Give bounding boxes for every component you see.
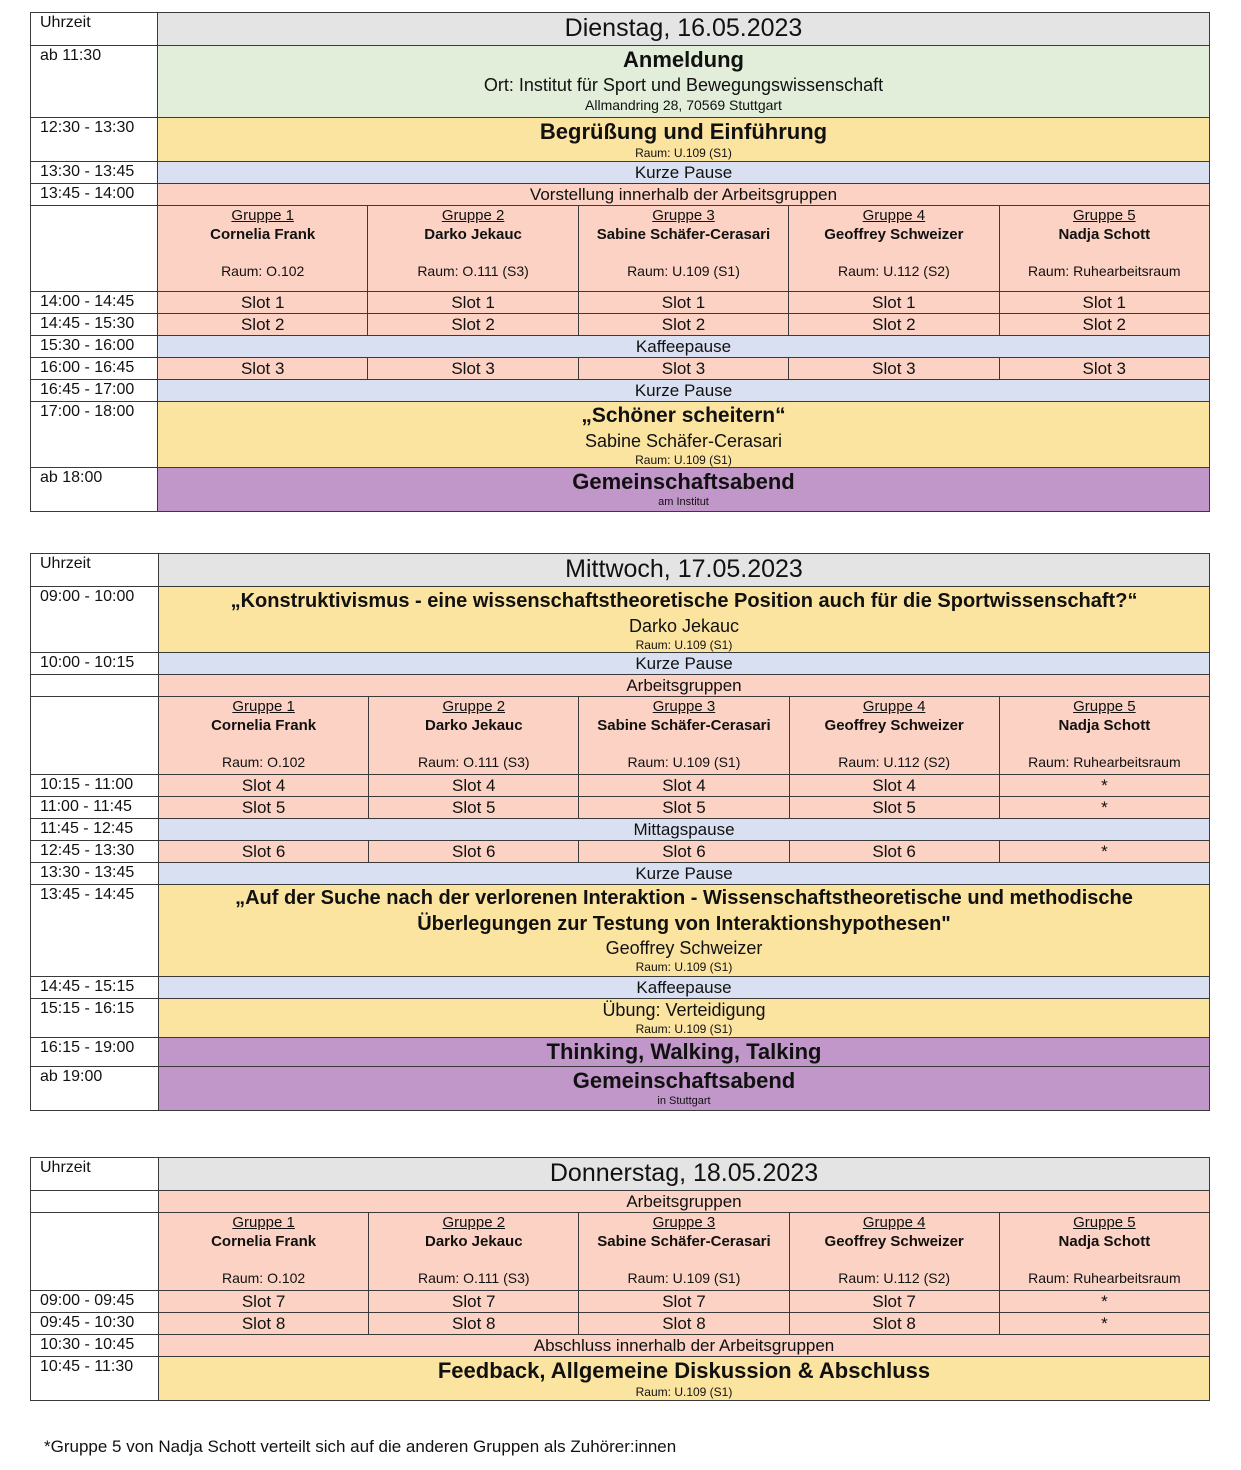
slot-cell: Slot 8 <box>789 1313 999 1335</box>
slot-cell: * <box>999 1313 1209 1335</box>
time-cell: 09:00 - 10:00 <box>31 587 159 653</box>
time-cell: 13:30 - 13:45 <box>31 162 158 184</box>
schedule-day1 <box>30 12 1210 512</box>
slot-cell: Slot 3 <box>368 358 578 380</box>
talk-title: „Konstruktivismus - eine wissenschaftstheoretische Position auch für die Sportwissenschaft?“ <box>230 590 1138 612</box>
slot-cell: * <box>999 1291 1209 1313</box>
group-header-3: Gruppe 3 Sabine Schäfer-Cerasari Raum: U.109 (S1) <box>579 697 789 775</box>
time-cell: ab 11:30 <box>31 46 158 118</box>
lunch-label: Mittagspause <box>159 819 1210 841</box>
slot-cell: Slot 4 <box>369 775 579 797</box>
slot-row <box>31 1291 1210 1313</box>
evening-title: Gemeinschaftsabend <box>572 469 795 494</box>
group-header-1: Gruppe 1 Cornelia Frank Raum: O.102 <box>159 1213 369 1291</box>
footnote: *Gruppe 5 von Nadja Schott verteilt sich auf die anderen Gruppen als Zuhörer:innen <box>44 1437 677 1456</box>
time-cell: 15:30 - 16:00 <box>31 336 158 358</box>
slot-cell: Slot 7 <box>789 1291 999 1313</box>
slot-row <box>31 797 1210 819</box>
talk-speaker: Geoffrey Schweizer <box>605 938 763 958</box>
closing-groups-label: Abschluss innerhalb der Arbeitsgruppen <box>159 1335 1210 1357</box>
slot-cell: Slot 3 <box>789 358 999 380</box>
time-cell: 10:00 - 10:15 <box>31 653 159 675</box>
evening-place: in Stuttgart <box>657 1095 711 1107</box>
group-header-3: Gruppe 3 Sabine Schäfer-Cerasari Raum: U.109 (S1) <box>579 1213 789 1291</box>
group-header-2: Gruppe 2 Darko Jekauc Raum: O.111 (S3) <box>368 206 578 292</box>
slot-cell: Slot 8 <box>579 1313 789 1335</box>
time-cell: 16:45 - 17:00 <box>31 380 158 402</box>
slot-cell: * <box>999 797 1209 819</box>
slot-cell: Slot 4 <box>789 775 999 797</box>
slot-cell: Slot 4 <box>579 775 789 797</box>
talk-speaker: Darko Jekauc <box>628 616 740 636</box>
time-cell: 13:30 - 13:45 <box>31 863 159 885</box>
slot-cell: Slot 1 <box>368 292 578 314</box>
slot-cell: * <box>999 775 1209 797</box>
time-cell: 12:45 - 13:30 <box>31 841 159 863</box>
time-cell-empty <box>31 675 159 697</box>
group-header-4: Gruppe 4 Geoffrey Schweizer Raum: U.112 (S2) <box>789 697 999 775</box>
time-header: Uhrzeit <box>31 554 159 587</box>
time-cell: 17:00 - 18:00 <box>31 402 158 468</box>
time-cell: 13:45 - 14:45 <box>31 885 159 977</box>
schedule-day3 <box>30 1157 1210 1401</box>
workgroups-label: Arbeitsgruppen <box>159 675 1210 697</box>
slot-row <box>31 775 1210 797</box>
slot-cell: Slot 5 <box>579 797 789 819</box>
slot-cell: Slot 7 <box>159 1291 369 1313</box>
slot-cell: Slot 2 <box>158 314 368 336</box>
day-title: Mittwoch, 17.05.2023 <box>159 554 1210 587</box>
slot-row <box>31 841 1210 863</box>
time-cell-empty <box>31 1191 159 1213</box>
registration-address: Allmandring 28, 70569 Stuttgart <box>585 97 782 113</box>
welcome-block <box>158 118 1210 162</box>
slot-cell: Slot 8 <box>369 1313 579 1335</box>
slot-cell: Slot 1 <box>578 292 788 314</box>
time-cell: 16:15 - 19:00 <box>31 1038 159 1067</box>
time-header: Uhrzeit <box>31 13 158 46</box>
slot-cell: Slot 3 <box>999 358 1209 380</box>
time-cell: 15:15 - 16:15 <box>31 999 159 1038</box>
talk-block <box>158 402 1210 468</box>
day-title: Dienstag, 16.05.2023 <box>158 13 1210 46</box>
group-header-2: Gruppe 2 Darko Jekauc Raum: O.111 (S3) <box>369 1213 579 1291</box>
group-header-2: Gruppe 2 Darko Jekauc Raum: O.111 (S3) <box>369 697 579 775</box>
time-cell: 14:00 - 14:45 <box>31 292 158 314</box>
talk-room: Raum: U.109 (S1) <box>635 638 733 652</box>
final-block <box>159 1357 1210 1401</box>
time-cell-empty <box>31 697 159 775</box>
slot-row <box>31 1313 1210 1335</box>
coffee-label: Kaffeepause <box>159 977 1210 999</box>
slot-cell: Slot 1 <box>789 292 999 314</box>
slot-cell: Slot 2 <box>578 314 788 336</box>
coffee-label: Kaffeepause <box>158 336 1210 358</box>
talk-room: Raum: U.109 (S1) <box>635 453 732 467</box>
evening-block <box>158 468 1210 512</box>
time-cell: 14:45 - 15:30 <box>31 314 158 336</box>
slot-cell: Slot 5 <box>789 797 999 819</box>
slot-cell: Slot 7 <box>369 1291 579 1313</box>
slot-cell: Slot 6 <box>369 841 579 863</box>
time-header: Uhrzeit <box>31 1158 159 1191</box>
time-cell: 14:45 - 15:15 <box>31 977 159 999</box>
group-header-1: Gruppe 1 Cornelia Frank Raum: O.102 <box>158 206 368 292</box>
group-header-4: Gruppe 4 Geoffrey Schweizer Raum: U.112 (S2) <box>789 206 999 292</box>
slot-row <box>31 358 1210 380</box>
time-cell: 11:45 - 12:45 <box>31 819 159 841</box>
slot-cell: Slot 2 <box>999 314 1209 336</box>
talk-block <box>159 587 1210 653</box>
registration-block <box>158 46 1210 118</box>
time-cell: 10:45 - 11:30 <box>31 1357 159 1401</box>
time-cell: 16:00 - 16:45 <box>31 358 158 380</box>
talk-title: „Schöner scheitern“ <box>581 404 786 427</box>
evening-place: am Institut <box>658 496 709 508</box>
group-header-1: Gruppe 1 Cornelia Frank Raum: O.102 <box>159 697 369 775</box>
time-cell-empty <box>31 206 158 292</box>
final-room: Raum: U.109 (S1) <box>635 1385 733 1399</box>
group-header-5: Gruppe 5 Nadja Schott Raum: Ruhearbeitsraum <box>999 1213 1209 1291</box>
talk-title-line1: „Auf der Suche nach der verlorenen Interaktion - Wissenschaftstheoretische und methodische <box>235 887 1133 909</box>
talk-room: Raum: U.109 (S1) <box>635 960 733 974</box>
workgroups-label: Arbeitsgruppen <box>159 1191 1210 1213</box>
time-cell: ab 19:00 <box>31 1067 159 1111</box>
intro-label: Vorstellung innerhalb der Arbeitsgruppen <box>158 184 1210 206</box>
slot-cell: Slot 1 <box>999 292 1209 314</box>
slot-cell: Slot 5 <box>159 797 369 819</box>
time-cell-empty <box>31 1213 159 1291</box>
schedule-day2 <box>30 553 1210 1111</box>
pause-label: Kurze Pause <box>159 653 1210 675</box>
group-header-5: Gruppe 5 Nadja Schott Raum: Ruhearbeitsraum <box>999 206 1209 292</box>
talk-speaker: Sabine Schäfer-Cerasari <box>584 431 783 451</box>
slot-cell: Slot 5 <box>369 797 579 819</box>
slot-row <box>31 292 1210 314</box>
time-cell: 09:45 - 10:30 <box>31 1313 159 1335</box>
time-cell: 11:00 - 11:45 <box>31 797 159 819</box>
slot-cell: Slot 3 <box>158 358 368 380</box>
slot-cell: Slot 8 <box>159 1313 369 1335</box>
exercise-room: Raum: U.109 (S1) <box>635 1022 733 1036</box>
time-cell: ab 18:00 <box>31 468 158 512</box>
welcome-title: Begrüßung und Einführung <box>539 119 828 144</box>
group-header-3: Gruppe 3 Sabine Schäfer-Cerasari Raum: U.109 (S1) <box>578 206 788 292</box>
slot-cell: * <box>999 841 1209 863</box>
pause-label: Kurze Pause <box>158 162 1210 184</box>
exercise-block <box>159 999 1210 1038</box>
walk-title: Thinking, Walking, Talking <box>159 1038 1210 1067</box>
time-cell: 10:15 - 11:00 <box>31 775 159 797</box>
slot-cell: Slot 2 <box>789 314 999 336</box>
pause-label: Kurze Pause <box>159 863 1210 885</box>
time-cell: 10:30 - 10:45 <box>31 1335 159 1357</box>
exercise-title: Übung: Verteidigung <box>602 1000 766 1020</box>
slot-cell: Slot 3 <box>578 358 788 380</box>
slot-cell: Slot 6 <box>159 841 369 863</box>
evening-title: Gemeinschaftsabend <box>572 1068 796 1093</box>
slot-cell: Slot 6 <box>579 841 789 863</box>
final-title: Feedback, Allgemeine Diskussion & Abschluss <box>437 1358 931 1383</box>
group-header-5: Gruppe 5 Nadja Schott Raum: Ruhearbeitsraum <box>999 697 1209 775</box>
evening-block <box>159 1067 1210 1111</box>
group-header-4: Gruppe 4 Geoffrey Schweizer Raum: U.112 (S2) <box>789 1213 999 1291</box>
slot-cell: Slot 2 <box>368 314 578 336</box>
registration-title: Anmeldung <box>623 47 744 72</box>
time-cell: 09:00 - 09:45 <box>31 1291 159 1313</box>
slot-cell: Slot 7 <box>579 1291 789 1313</box>
talk-title-line2: Überlegungen zur Testung von Interaktionshypothesen" <box>417 913 951 935</box>
time-cell: 13:45 - 14:00 <box>31 184 158 206</box>
slot-row <box>31 314 1210 336</box>
welcome-room: Raum: U.109 (S1) <box>635 146 732 160</box>
slot-cell: Slot 1 <box>158 292 368 314</box>
registration-place: Ort: Institut für Sport und Bewegungswissenschaft <box>483 75 884 95</box>
slot-cell: Slot 4 <box>159 775 369 797</box>
pause-label: Kurze Pause <box>158 380 1210 402</box>
day-title: Donnerstag, 18.05.2023 <box>159 1158 1210 1191</box>
talk-block <box>159 885 1210 977</box>
time-cell: 12:30 - 13:30 <box>31 118 158 162</box>
slot-cell: Slot 6 <box>789 841 999 863</box>
